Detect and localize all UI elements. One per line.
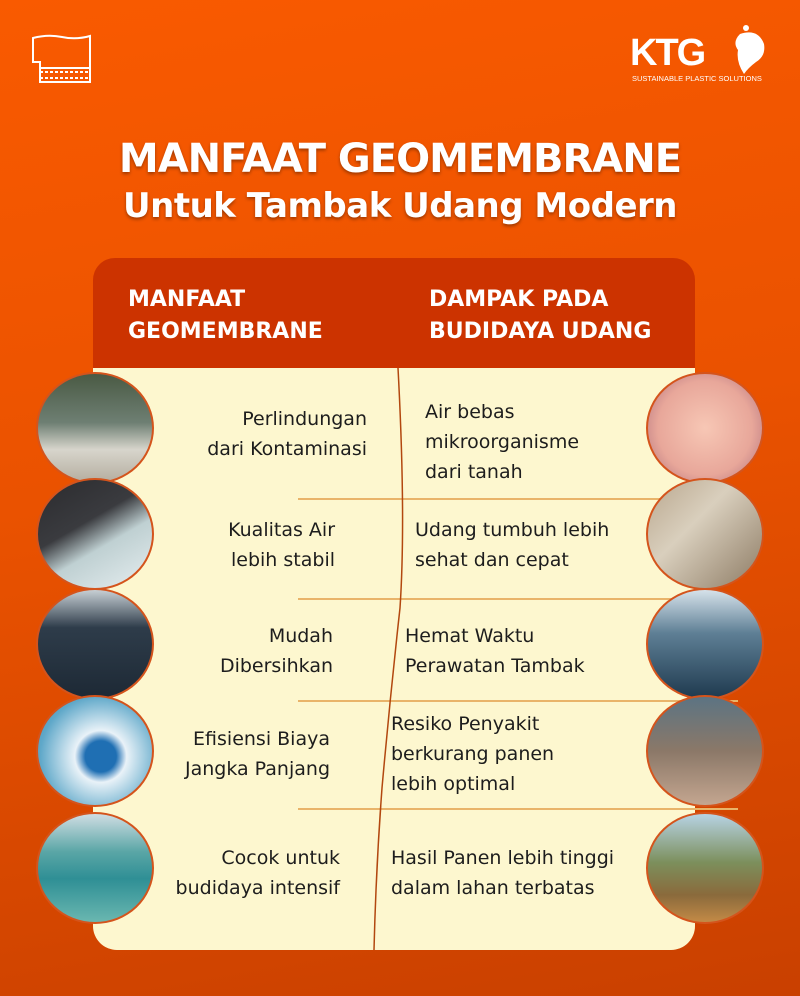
- shrimp-in-hand-photo: [646, 695, 764, 807]
- title-main: MANFAAT GEOMEMBRANE: [118, 136, 682, 182]
- lion-icon: [722, 22, 768, 74]
- water-pipe-photo: [36, 478, 154, 590]
- logo-tagline: SUSTAINABLE PLASTIC SOLUTIONS: [632, 74, 762, 83]
- pond-maintenance-photo: [646, 588, 764, 700]
- cleaning-pond-photo: [36, 588, 154, 700]
- aerator-splash-photo: [36, 695, 154, 807]
- benefit-cell: Perlindungan dari Kontaminasi: [207, 408, 367, 460]
- microorganism-photo: [646, 372, 764, 484]
- header-impact: DAMPAK PADA BUDIDAYA UDANG: [429, 287, 652, 344]
- geomembrane-roll-icon: [30, 32, 94, 88]
- impact-cell: Air bebas mikroorganisme dari tanah: [425, 401, 580, 483]
- impact-cell: Udang tumbuh lebih sehat dan cepat: [415, 519, 610, 571]
- logo-text: KTG: [630, 32, 705, 74]
- intensive-ponds-photo: [36, 812, 154, 924]
- impact-cell: Hasil Panen lebih tinggi dalam lahan terbatas: [391, 847, 615, 899]
- benefit-cell: Kualitas Air lebih stabil: [228, 519, 335, 571]
- column-divider: [360, 368, 420, 950]
- impact-cell: Resiko Penyakit berkurang panen lebih optimal: [391, 713, 555, 795]
- title-sub: Untuk Tambak Udang Modern: [123, 186, 677, 226]
- table-header: [93, 258, 695, 370]
- benefit-cell: Efisiensi Biaya Jangka Panjang: [184, 728, 330, 780]
- shrimp-photo: [646, 478, 764, 590]
- header-benefit: MANFAAT GEOMEMBRANE: [128, 287, 323, 344]
- harvest-photo: [646, 812, 764, 924]
- benefit-cell: Mudah Dibersihkan: [219, 625, 333, 677]
- impact-cell: Hemat Waktu Perawatan Tambak: [405, 625, 585, 677]
- ktg-logo: [630, 22, 770, 88]
- benefit-cell: Cocok untuk budidaya intensif: [175, 847, 340, 899]
- aerator-pond-photo: [36, 372, 154, 484]
